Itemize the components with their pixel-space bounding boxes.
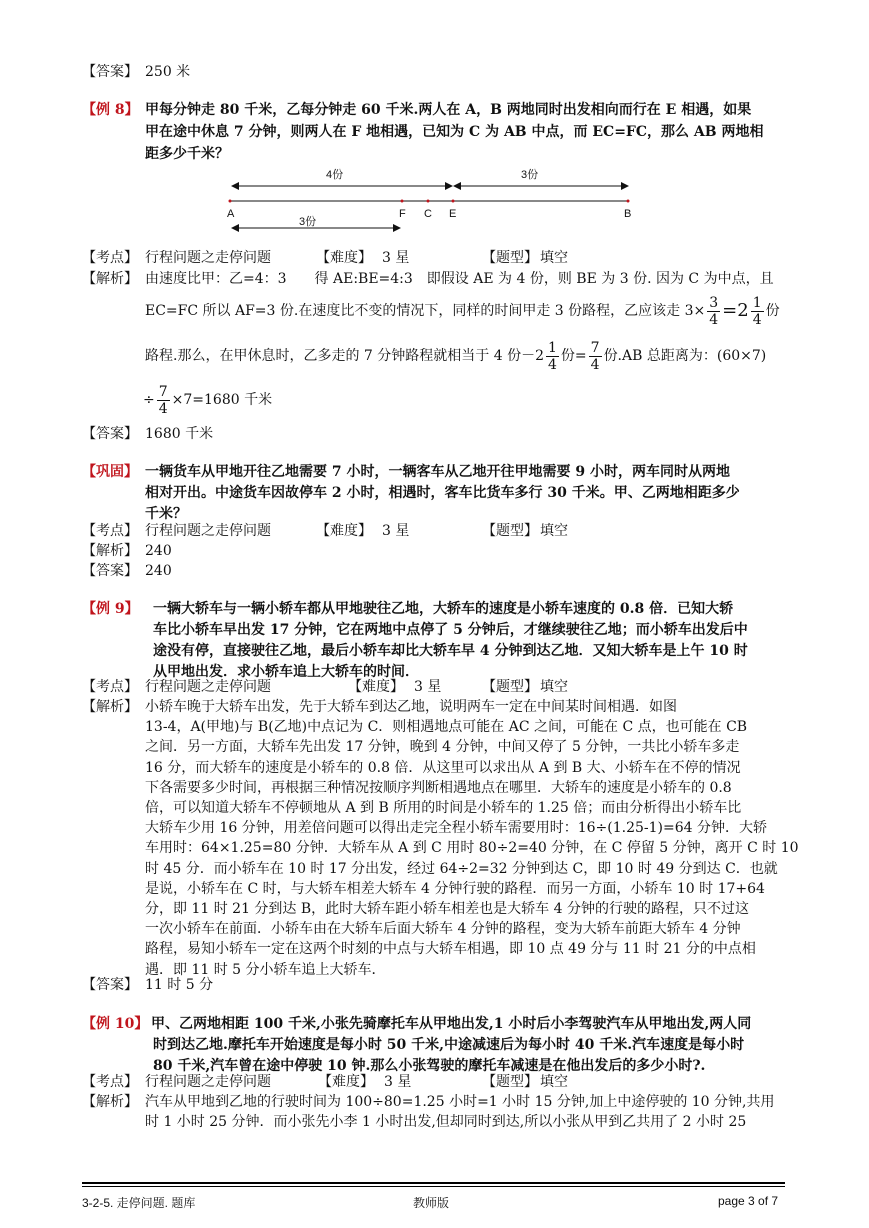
example-8-question-line-1: 甲每分钟走 80 千米，乙每分钟走 60 千米.两人在 A，B 两地同时出发相向而行在 E 相遇，如果 <box>145 102 752 118</box>
knowledge-point-9: 行程问题之走停问题 <box>145 679 271 695</box>
answer-value: 250 米 <box>145 64 191 80</box>
example-9-question-line-2: 车比小轿车早出发 17 分钟，它在两地中点停了 5 分钟后，才继续驶往乙地；而小轿车出发后中 <box>153 622 748 638</box>
question-type-9: 填空 <box>540 679 568 695</box>
label-3-parts-bottom: 3份 <box>299 216 317 228</box>
analysis-9-line: 大轿车少用 16 分钟，用差倍问题可以得出走完全程小轿车需要用时：16÷(1.25-1)=64 分钟．大轿 <box>145 820 767 837</box>
question-type-tag-gg: 【题型】 <box>482 523 538 539</box>
question-type-gg: 填空 <box>540 523 568 539</box>
example-9-question-line-4: 从甲地出发．求小轿车追上大轿车的时间． <box>153 664 419 680</box>
analysis-line-4: ÷ $\frac{7}{4}$ ×7=1680 千米 <box>143 383 273 417</box>
label-f: F <box>399 208 406 220</box>
example-8-question-line-3: 距多少千米？ <box>145 146 229 162</box>
footer-center: 教师版 <box>413 1196 450 1210</box>
analysis-tag: 【解析】 <box>82 271 138 287</box>
analysis-9-line: 分，即 11 时 21 分到达 B，此时大轿车距小轿车相差也是大轿车 4 分钟的行驶的路程，只不过这 <box>145 901 749 917</box>
analysis-9-line: 之间．另一方面，大轿车先出发 17 分钟，晚到 4 分钟，中间又停了 5 分钟，一共比小轿车多走 <box>145 739 740 756</box>
answer-tag-9: 【答案】 <box>82 977 138 993</box>
answer-tag-gg: 【答案】 <box>82 563 138 579</box>
analysis-9-line: 小轿车晚于大轿车出发，先于大轿车到达乙地，说明两车一定在中间某时间相遇．如图 <box>145 699 677 715</box>
answer-9: 11 时 5 分 <box>145 977 214 993</box>
example-9-question-line-1: 一辆大轿车与一辆小轿车都从甲地驶往乙地，大轿车的速度是小轿车速度的 0.8 倍．已知大轿 <box>153 601 734 617</box>
knowledge-point-gg: 行程问题之走停问题 <box>145 523 271 539</box>
analysis-line-1: 由速度比甲：乙=4：3 得 AE:BE=4:3 即假设 AE 为 4 份，则 BE 为 3 份. 因为 C 为中点，且 <box>145 271 774 287</box>
answer-gg: 240 <box>145 563 172 579</box>
question-type-10: 填空 <box>540 1074 568 1090</box>
consolidation-tag: 【巩固】 <box>82 464 138 480</box>
example-8-question-line-2: 甲在途中休息 7 分钟，则两人在 F 地相遇，已知为 C 为 AB 中点，而 EC=FC，那么 AB 两地相 <box>145 124 764 140</box>
point-c <box>427 200 430 203</box>
knowledge-point-tag: 【考点】 <box>82 250 138 266</box>
analysis-9-line: 时 45 分．而小轿车在 10 时 17 分出发，经过 64÷2=32 分钟到达 C，即 10 时 49 分到达 C．也就 <box>145 860 778 877</box>
question-type: 填空 <box>540 250 568 266</box>
knowledge-point-tag-10: 【考点】 <box>82 1074 138 1090</box>
knowledge-point-tag-9: 【考点】 <box>82 679 138 695</box>
footer-rule-thick <box>82 1182 785 1184</box>
example-8-segment-diagram <box>220 165 640 235</box>
question-type-tag-10: 【题型】 <box>482 1074 538 1090</box>
label-a: A <box>227 208 235 220</box>
knowledge-point-tag-gg: 【考点】 <box>82 523 138 539</box>
label-e: E <box>449 208 457 220</box>
example-10-tag: 【例 10】 <box>82 1016 149 1032</box>
analysis-9-line: 下各需要多少时间，再根据三种情况按顺序判断相遇地点在哪里．大轿车的速度是小轿车的 0.8 <box>145 779 732 796</box>
analysis-10-line-2: 时 1 小时 25 分钟．而小张先小李 1 小时出发,但却同时到达,所以小张从甲到乙共用了 2 小时 25 <box>145 1114 747 1130</box>
example-8-tag: 【例 8】 <box>82 102 139 118</box>
footer-left: 3-2-5. 走停问题. 题库 <box>82 1196 196 1210</box>
example-9-tag: 【例 9】 <box>82 601 139 617</box>
footer-page-number: page 3 of 7 <box>718 1194 779 1208</box>
difficulty-gg: 3 星 <box>382 523 410 539</box>
difficulty-10: 3 星 <box>384 1074 412 1090</box>
difficulty: 3 星 <box>382 250 410 266</box>
label-4-parts: 4份 <box>326 169 344 181</box>
difficulty-tag: 【难度】 <box>316 250 372 266</box>
analysis-9-line: 路程，易知小轿车一定在这两个时刻的中点与大轿车相遇，即 10 点 49 分与 11 时 21 分的中点相 <box>145 941 756 958</box>
example-10-question-line-1: 甲、乙两地相距 100 千米,小张先骑摩托车从甲地出发,1 小时后小李驾驶汽车从甲地出发,两人同 <box>151 1016 752 1032</box>
analysis-9-line: 车用时：64×1.25=80 分钟．大轿车从 A 到 C 用时 80÷2=40 分钟，在 C 停留 5 分钟，离开 C 时 10 <box>145 840 799 857</box>
analysis-gg: 240 <box>145 543 172 559</box>
point-b <box>627 200 630 203</box>
example-10-question-line-2: 时到达乙地.摩托车开始速度是每小时 50 千米,中途减速后为每小时 40 千米.汽车速度是每小时 <box>153 1037 745 1053</box>
analysis-9-line: 16 分，而大轿车的速度是小轿车的 0.8 倍．从这里可以求出从 A 到 B 大、小轿车在不停的情况 <box>145 759 741 776</box>
knowledge-point-10: 行程问题之走停问题 <box>145 1074 271 1090</box>
analysis-9-line: 是说，小轿车在 C 时，与大轿车相差大轿车 4 分钟行驶的路程．而另一方面，小轿车 10 时 17+64 <box>145 880 765 897</box>
analysis-line-3: 路程.那么，在甲休息时，乙多走的 7 分钟路程就相当于 4 份－2 $\frac{1}{4}$ 份= $\frac{7}{4}$ 份.AB 总距离为：(60×7) <box>145 339 767 373</box>
analysis-10-line-1: 汽车从甲地到乙地的行驶时间为 100÷80=1.25 小时=1 小时 15 分钟,加上中途停驶的 10 分钟,共用 <box>145 1094 775 1110</box>
point-f <box>401 200 404 203</box>
answer-8: 1680 千米 <box>145 426 214 442</box>
analysis-9-line: 一次小轿车在前面．小轿车由在大轿车后面大轿车 4 分钟的路程，变为大轿车前距大轿车 4 分钟 <box>145 921 741 938</box>
difficulty-tag-10: 【难度】 <box>318 1074 374 1090</box>
analysis-tag-gg: 【解析】 <box>82 543 138 559</box>
example-10-question-line-3: 80 千米,汽车曾在途中停驶 10 钟.那么小张驾驶的摩托车减速是在他出发后的多少小时?. <box>153 1058 706 1074</box>
analysis-9-line: 13-4，A(甲地)与 B(乙地)中点记为 C．则相遇地点可能在 AC 之间，可能在 C 点，也可能在 CB <box>145 719 748 736</box>
label-b: B <box>624 208 632 220</box>
point-a <box>229 200 232 203</box>
analysis-9-line: 倍，可以知道大轿车不停顿地从 A 到 B 所用的时间是小轿车的 1.25 倍；而由分析得出小轿车比 <box>145 800 742 816</box>
difficulty-tag-gg: 【难度】 <box>316 523 372 539</box>
label-3-parts-top: 3份 <box>521 169 539 181</box>
example-9-question-line-3: 途没有停，直接驶往乙地，最后小轿车却比大轿车早 4 分钟到达乙地．又知大轿车是上午 10 时 <box>153 643 748 659</box>
answer-tag-8: 【答案】 <box>82 426 138 442</box>
analysis-line-2: EC=FC 所以 AF=3 份.在速度比不变的情况下，同样的时间甲走 3 份路程，乙应该走 3× $\frac{3}{4}$ =2 $\frac{1}{4}$ 份 <box>145 294 780 328</box>
knowledge-point: 行程问题之走停问题 <box>145 250 271 266</box>
analysis-tag-9: 【解析】 <box>82 699 138 715</box>
analysis-9-line: 遇．即 11 时 5 分小轿车追上大轿车． <box>145 961 386 978</box>
difficulty-tag-9: 【难度】 <box>348 679 404 695</box>
footer-rule-thin <box>82 1186 785 1187</box>
answer-tag: 【答案】 <box>82 64 138 80</box>
analysis-tag-10: 【解析】 <box>82 1094 138 1110</box>
consolidation-question-line-3: 千米？ <box>145 506 187 522</box>
label-c: C <box>424 208 432 220</box>
consolidation-question-line-2: 相对开出。中途货车因故停车 2 小时，相遇时，客车比货车多行 30 千米。甲、乙两地相距多少 <box>145 485 740 501</box>
question-type-tag: 【题型】 <box>482 250 538 266</box>
difficulty-9: 3 星 <box>414 679 442 695</box>
question-type-tag-9: 【题型】 <box>482 679 538 695</box>
point-e <box>452 200 455 203</box>
consolidation-question-line-1: 一辆货车从甲地开往乙地需要 7 小时，一辆客车从乙地开往甲地需要 9 小时，两车同时从两地 <box>145 464 730 480</box>
